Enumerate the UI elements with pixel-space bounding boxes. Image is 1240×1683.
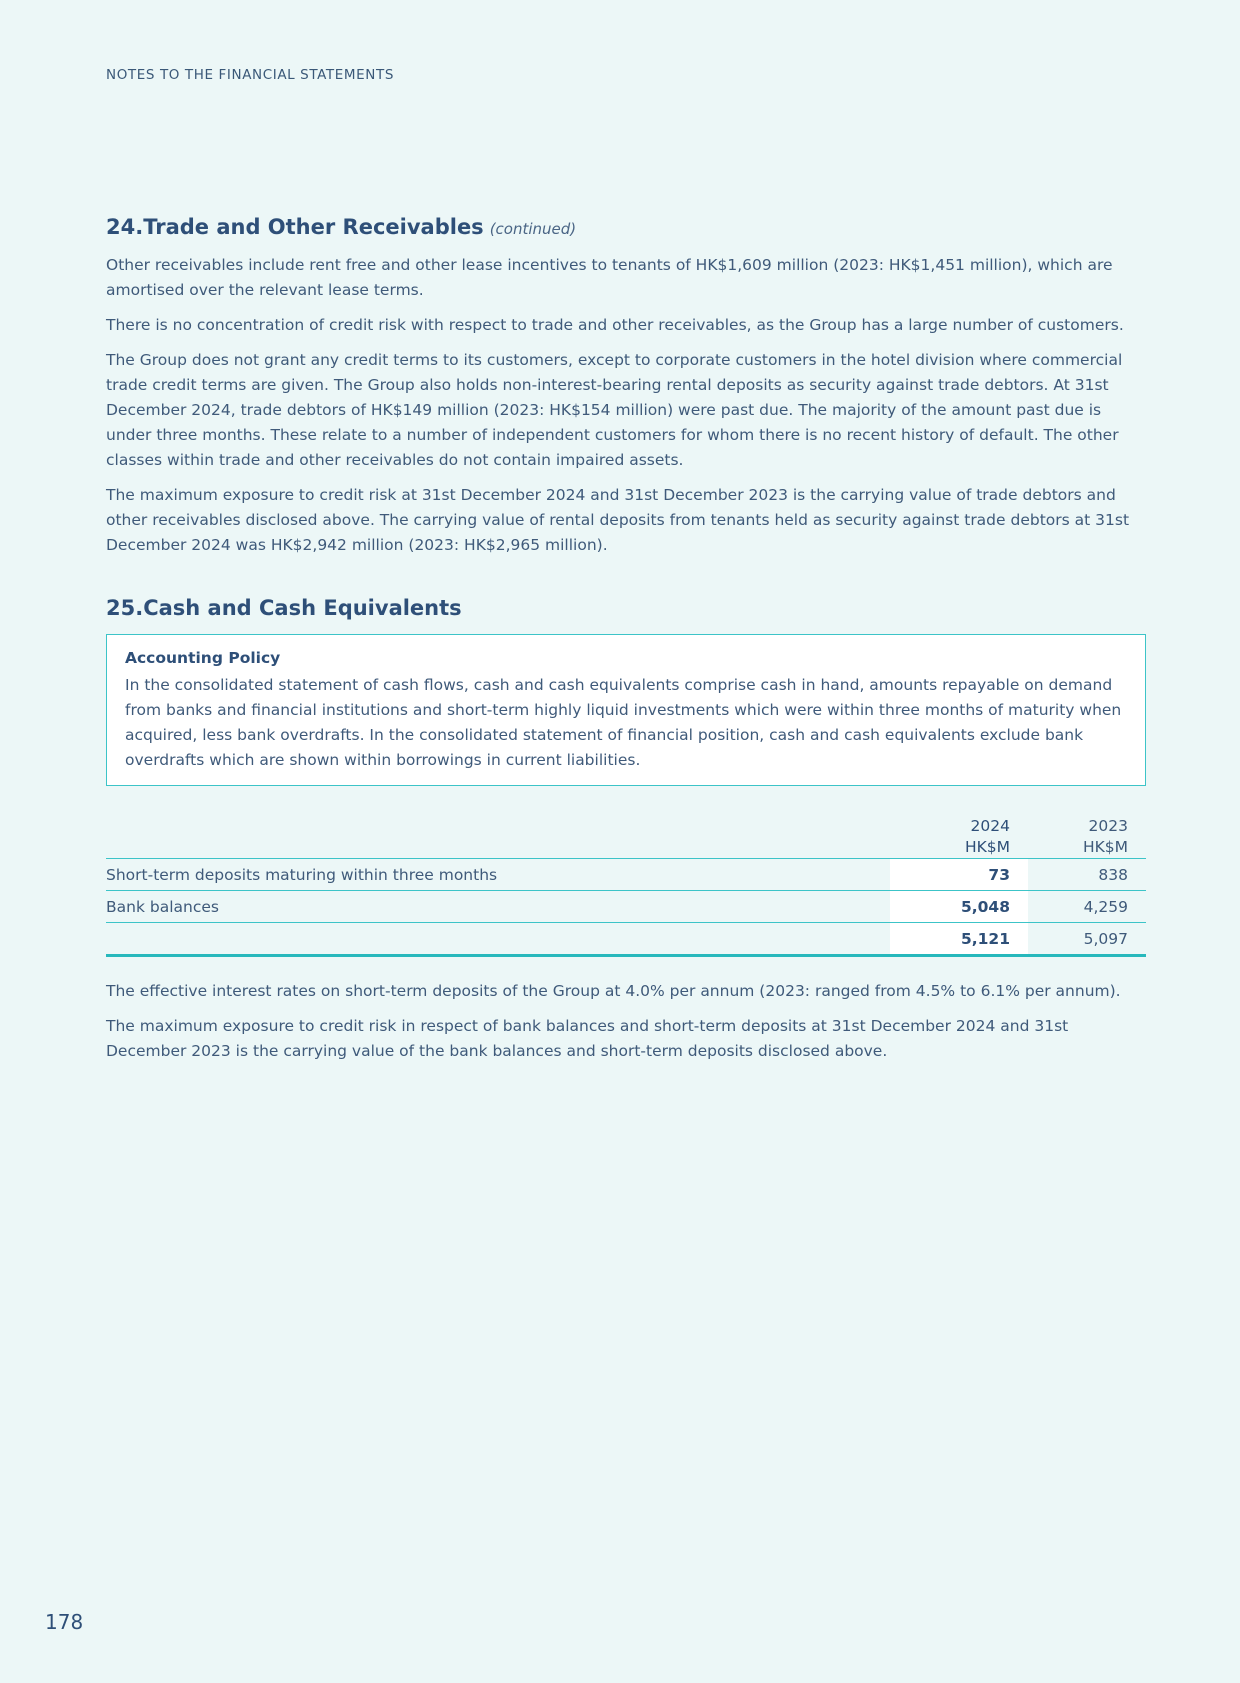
paragraph: There is no concentration of credit risk with respect to trade and other receivables, as the Group has a large number of customers.: [106, 316, 1124, 334]
section-24-title: 24.Trade and Other Receivables: [106, 215, 484, 239]
row-label: Bank balances: [106, 891, 890, 923]
label-header: [106, 816, 890, 859]
accounting-policy-box: [106, 634, 1146, 786]
value-2024: 5,048: [890, 891, 1028, 923]
value-2023: 838: [1028, 859, 1146, 891]
value-2024: 73: [890, 859, 1028, 891]
paragraph: Other receivables include rent free and other lease incentives to tenants of HK$1,609 million (2023: HK$1,451 million), which are amortised over the relevant lease terms.: [106, 256, 1113, 299]
col-2023-unit: HK$M: [1082, 838, 1128, 856]
total-row: [106, 923, 1146, 956]
total-2023: 5,097: [1028, 923, 1146, 956]
paragraph: The maximum exposure to credit risk at 31st December 2024 and 31st December 2023 is the carrying value of trade debtors and other receivables disclosed above. The carrying value of rental deposits from tenants held as security against trade debtors at 31st December 2024 was HK$2,942 million (2023: HK$2,965 million).: [106, 486, 1130, 554]
col-2023-header: [1028, 816, 1146, 859]
page-number: 178: [45, 1610, 84, 1634]
table-row: [106, 891, 1146, 923]
row-label: Short-term deposits maturing within three months: [106, 859, 890, 891]
total-label: [106, 923, 890, 956]
table-row: [106, 859, 1146, 891]
paragraph: The effective interest rates on short-term deposits of the Group at 4.0% per annum (2023: ranged from 4.5% to 6.1% per annum).: [106, 982, 1121, 1000]
policy-title: Accounting Policy: [125, 649, 281, 667]
continued-label: (continued): [489, 220, 577, 238]
col-2024-unit: HK$M: [964, 838, 1010, 856]
paragraph: The Group does not grant any credit terms to its customers, except to corporate customers in the hotel division where commercial trade credit terms are given. The Group also holds non-interest-bearing rental deposits as security against trade debtors. At 31st December 2024, trade debtors of HK$149 million (2023: HK$154 million) were past due. The majority of the amount past due is under three months. These relate to a number of independent customers for whom there is no recent history of default. The other classes within trade and other receivables do not contain impaired assets.: [106, 351, 1123, 469]
running-header: NOTES TO THE FINANCIAL STATEMENTS: [106, 67, 395, 83]
policy-text: In the consolidated statement of cash flows, cash and cash equivalents comprise cash in hand, amounts repayable on demand from banks and financial institutions and short-term highly liquid investments which were within three months of maturity when acquired, less bank overdrafts. In the consolidated statement of financial position, cash and cash equivalents exclude bank overdrafts which are shown within borrowings in current liabilities.: [125, 676, 1122, 769]
paragraph: The maximum exposure to credit risk in respect of bank balances and short-term deposits at 31st December 2024 and 31st December 2023 is the carrying value of the bank balances and short-term deposits disclosed above.: [106, 1017, 1069, 1060]
col-2023-year: 2023: [1088, 817, 1128, 835]
cash-table: [106, 816, 1146, 957]
table-header-row: [106, 816, 1146, 859]
total-2024: 5,121: [890, 923, 1028, 956]
value-2023: 4,259: [1028, 891, 1146, 923]
col-2024-year: 2024: [970, 817, 1010, 835]
main-content: [106, 215, 1146, 1064]
section-25-heading: 25.Cash and Cash Equivalents: [106, 596, 462, 620]
col-2024-header: [890, 816, 1028, 859]
section-24-heading: [106, 215, 1146, 239]
